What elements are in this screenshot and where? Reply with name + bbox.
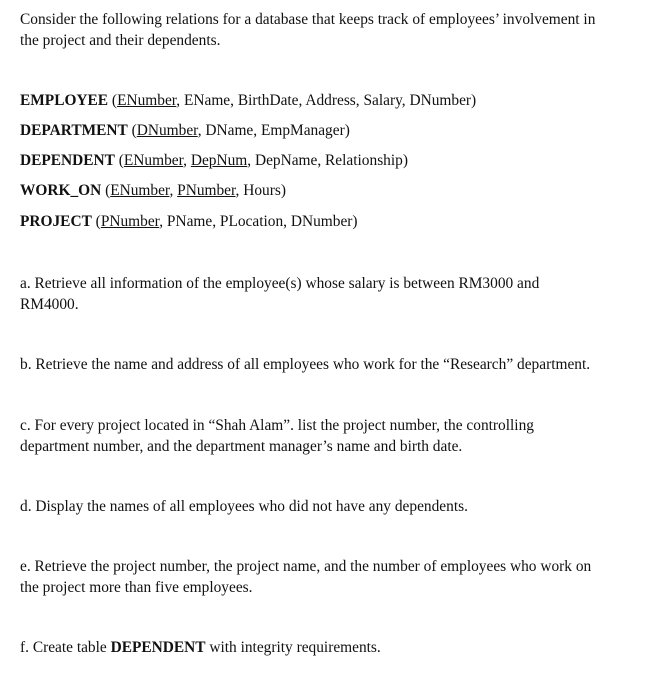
intro-line-1: Consider the following relations for a database that keeps track of employees’ involvement in: [20, 11, 596, 28]
relation-name: DEPENDENT: [20, 152, 115, 169]
primary-key: PNumber: [100, 213, 160, 230]
question-d: d. Display the names of all employees who did not have any dependents.: [20, 498, 468, 515]
primary-key: ENumber: [110, 182, 170, 199]
intro-paragraph: [20, 9, 595, 51]
question-f: f. Create table DEPENDENT with integrity requirements.: [20, 639, 381, 656]
relation-department: DEPARTMENT (DNumber, DName, EmpManager): [20, 122, 350, 139]
primary-key: DNumber: [136, 122, 198, 139]
relation-name: WORK_ON: [20, 182, 102, 199]
question-a: a. Retrieve all information of the employee(s) whose salary is between RM3000 and RM4000.: [20, 275, 540, 313]
relation-dependent: DEPENDENT (ENumber, DepNum, DepName, Relationship): [20, 152, 408, 169]
relation-employee: EMPLOYEE (ENumber, EName, BirthDate, Address, Salary, DNumber): [20, 92, 477, 109]
relation-name: DEPARTMENT: [20, 122, 128, 139]
primary-key: ENumber: [117, 92, 177, 109]
relation-project: PROJECT (PNumber, PName, PLocation, DNumber): [20, 213, 358, 230]
table-name: DEPENDENT: [110, 639, 206, 656]
relation-name: PROJECT: [20, 213, 92, 230]
relation-work-on: WORK_ON (ENumber, PNumber, Hours): [20, 182, 286, 199]
primary-key: PNumber: [177, 182, 236, 199]
question-e: e. Retrieve the project number, the project name, and the number of employees who work on the project more than five employees.: [20, 558, 592, 596]
question-c: c. For every project located in “Shah Alam”. list the project number, the controlling department number, and the department manager’s name and birth date.: [20, 417, 534, 455]
relation-name: EMPLOYEE: [20, 92, 109, 109]
question-b: b. Retrieve the name and address of all employees who work for the “Research” department.: [20, 356, 591, 373]
primary-key: ENumber: [123, 152, 184, 169]
intro-line-2: the project and their dependents.: [20, 32, 221, 49]
primary-key: DepNum: [190, 152, 248, 169]
